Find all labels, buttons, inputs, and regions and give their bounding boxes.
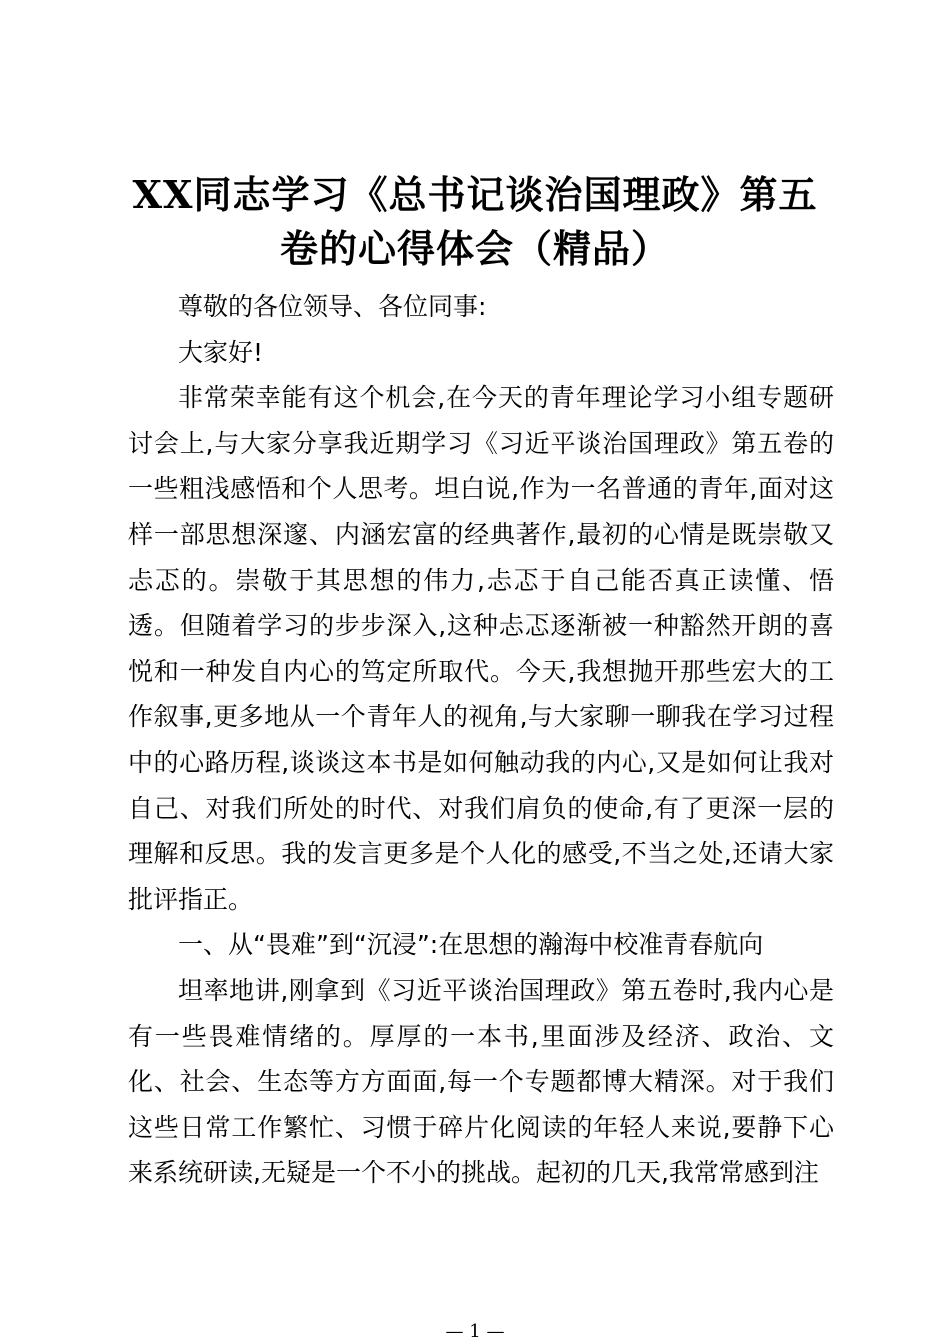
greeting: 大家好! [178,337,264,367]
intro-paragraph: 非常荣幸能有这个机会,在今天的青年理论学习小组专题研讨会上,与大家分享我近期学习《习近平谈治国理政》第五卷的一些粗浅感悟和个人思考。坦白说,作为一名普通的青年,面对这样一部思想深邃、内涵宏富的经典著作,最初的心情是既崇敬又忐忑的。崇敬于其思想的伟力,忐忑于自己能否真正读懂、悟透。但随着学习的步步深入,这种忐忑逐渐被一种豁然开朗的喜悦和一种发自内心的笃定所取代。今天,我想抛开那些宏大的工作叙事,更多地从一个青年人的视角,与大家聊一聊我在学习过程中的心路历程,谈谈这本书是如何触动我的内心,又是如何让我对自己、对我们所处的时代、对我们肩负的使命,有了更深一层的理解和反思。我的发言更多是个人化的感受,不当之处,还请大家批评指正。 [128,383,834,914]
document-body [128,284,834,1196]
document-title: XX同志学习《总书记谈治国理政》第五卷的心得体会（精品） [132,172,818,271]
salutation: 尊敬的各位领导、各位同事: [178,292,487,321]
section-paragraph: 坦率地讲,刚拿到《习近平谈治国理政》第五卷时,我内心是有一些畏难情绪的。厚厚的一本书,里面涉及经济、政治、文化、社会、生态等方方面面,每一个专题都博大精深。对于我们这些日常工作繁忙、习惯于碎片化阅读的年轻人来说,要静下心来系统研读,无疑是一个不小的挑战。起初的几天,我常常感到注 [128,975,834,1188]
page-number: — 1 — [445,1321,505,1342]
section-heading: 一、从“畏难”到“沉浸”:在思想的瀚海中校准青春航向 [178,930,764,960]
